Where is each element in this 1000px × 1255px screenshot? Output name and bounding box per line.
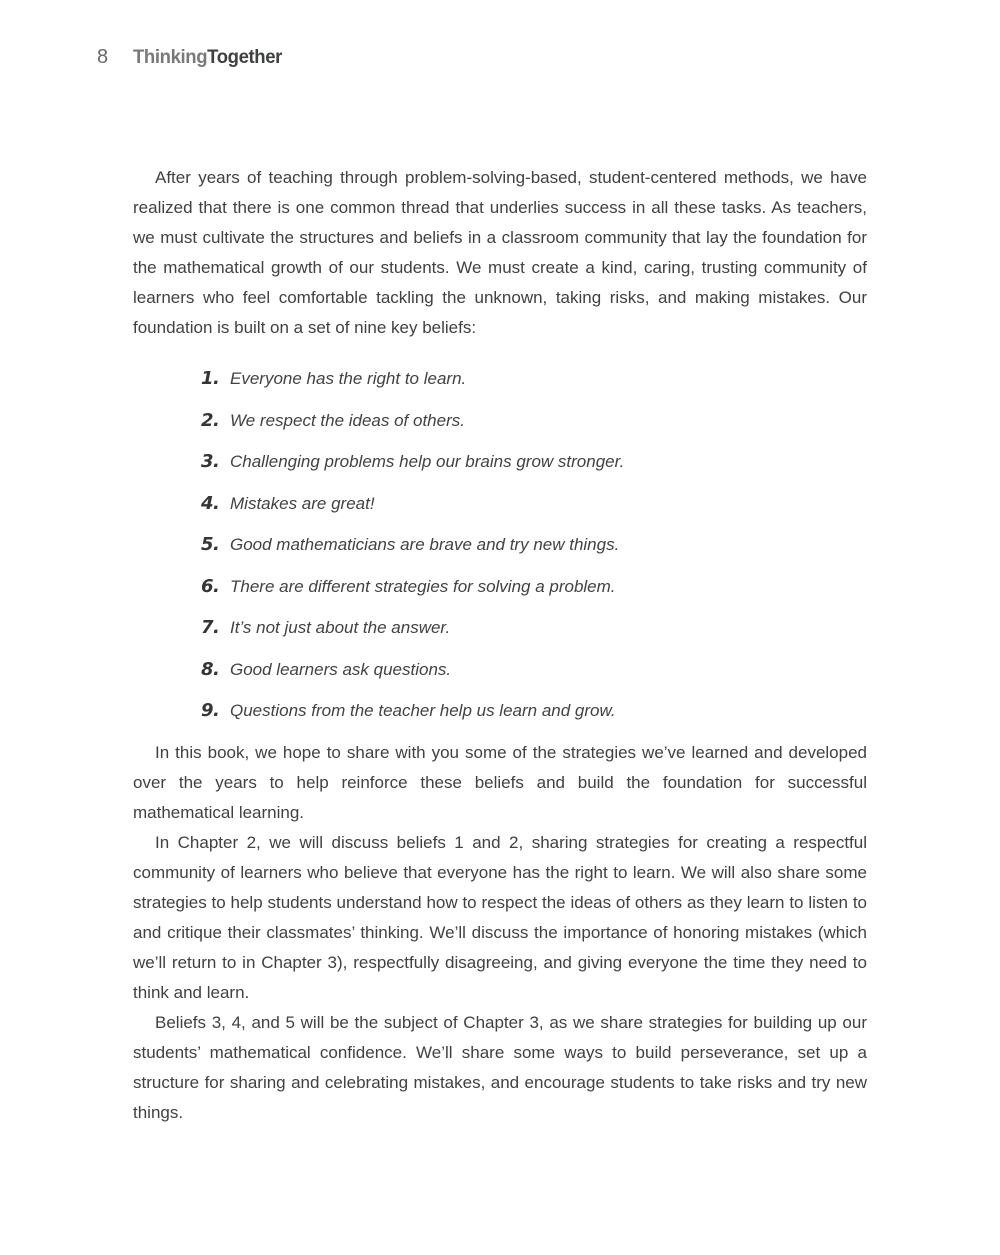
belief-text: It’s not just about the answer. [230,618,451,637]
paragraph-in-this-book: In this book, we hope to share with you some of the strategies we’ve learned and developed over the years to help reinforce these beliefs and build the foundation for successful mathematical learning. [133,742,867,822]
belief-item [133,447,867,477]
belief-text: Questions from the teacher help us learn and grow. [230,701,616,720]
belief-text: Challenging problems help our brains grow stronger. [230,452,625,471]
belief-item [133,364,867,394]
belief-number: 5. [201,534,220,555]
belief-number: 6. [201,575,220,597]
belief-text: There are different strategies for solving a problem. [230,576,616,596]
page-body [133,0,867,1128]
belief-number: 3. [201,451,220,472]
belief-text: Good learners ask questions. [230,659,452,679]
belief-item [133,530,867,560]
belief-text: Good mathematicians are brave and try new things. [230,535,620,554]
belief-item [133,572,867,602]
paragraph-intro: After years of teaching through problem-solving-based, student-centered methods, we have realized that there is one common thread that underlies success in all these tasks. As teachers, we must cultivate the structures and beliefs in a classroom community that lay the foundation for the mathematical growth of our students. We must create a kind, caring, trusting community of learners who feel comfortable tackling the unknown, taking risks, and making mistakes. Our foundation is built on a set of nine key beliefs: [133,168,867,337]
belief-item [133,655,867,685]
running-title-part2: Together [207,46,283,68]
paragraph-chapter-2: In Chapter 2, we will discuss beliefs 1 and 2, sharing strategies for creating a respectful community of learners who believe that everyone has the right to learn. We will also share some strategies to help students understand how to respect the ideas of others as they learn to listen to and critique their classmates’ thinking. We’ll discuss the importance of honoring mistakes (which we’ll return to in Chapter 3), respectfully disagreeing, and giving everyone the time they need to think and learn. [133,832,867,1002]
belief-item [133,613,867,643]
belief-text: We respect the ideas of others. [230,410,465,430]
belief-number: 1. [201,368,220,389]
running-title-part1: Thinking [133,46,208,68]
page-number: 8 [97,46,109,68]
belief-item [133,696,867,726]
belief-number: 9. [201,700,220,721]
beliefs-list [133,364,867,726]
belief-number: 8. [201,658,220,680]
belief-number: 7. [201,617,220,638]
belief-text: Everyone has the right to learn. [230,369,467,388]
belief-text: Mistakes are great! [230,493,375,513]
belief-number: 4. [201,492,220,514]
belief-item [133,489,867,519]
belief-item [133,406,867,436]
belief-number: 2. [201,409,220,431]
paragraph-chapter-3: Beliefs 3, 4, and 5 will be the subject of Chapter 3, as we share strategies for building up our students’ mathematical confidence. We’ll share some ways to build perseverance, set up a structure for sharing and celebrating mistakes, and encourage students to take risks and try new things. [133,1012,867,1122]
